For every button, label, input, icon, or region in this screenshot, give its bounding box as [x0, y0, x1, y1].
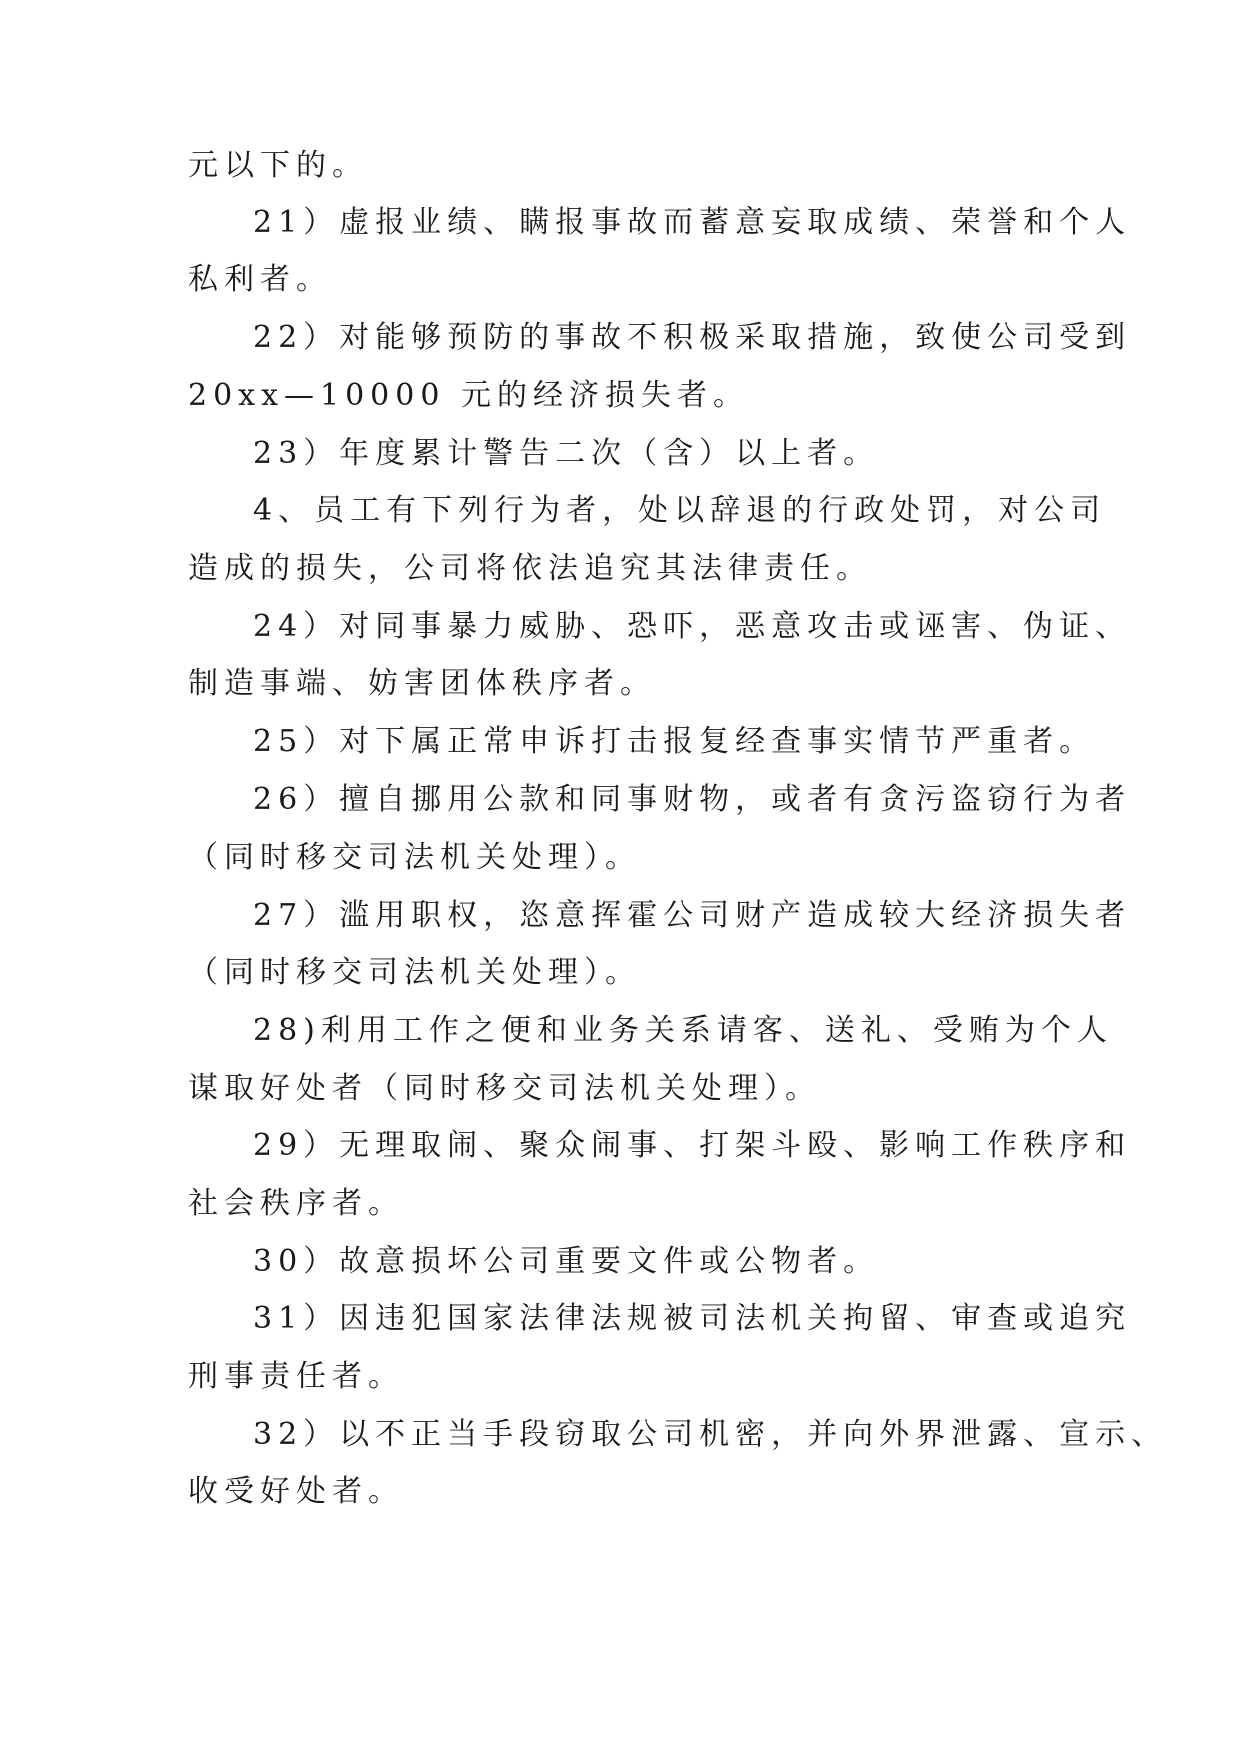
text-line: 21）虚报业绩、瞒报事故而蓄意妄取成绩、荣誉和个人 — [253, 205, 1132, 240]
text-line: 谋取好处者（同时移交司法机关处理）。 — [188, 1071, 821, 1106]
text-line: （同时移交司法机关处理）。 — [188, 840, 641, 875]
text-line: 23）年度累计警告二次（含）以上者。 — [253, 436, 880, 471]
text-line: 22）对能够预防的事故不积极采取措施，致使公司受到 — [253, 320, 1132, 355]
text-line: 20xx—10000 元的经济损失者。 — [188, 378, 749, 413]
text-line: 26）擅自挪用公款和同事财物，或者有贪污盗窃行为者 — [253, 782, 1132, 817]
text-line: 造成的损失，公司将依法追究其法律责任。 — [188, 551, 872, 586]
text-line: 收受好处者。 — [188, 1474, 404, 1509]
text-line: 29）无理取闹、聚众闹事、打架斗殴、影响工作秩序和 — [253, 1128, 1132, 1163]
text-line: 制造事端、妨害团体秩序者。 — [188, 666, 656, 701]
text-line: 私利者。 — [188, 262, 332, 297]
text-line: 28)利用工作之便和业务关系请客、送礼、受贿为个人 — [253, 1013, 1113, 1048]
text-line: 24）对同事暴力威胁、恐吓，恶意攻击或诬害、伪证、 — [253, 609, 1132, 644]
text-line: 30）故意损坏公司重要文件或公物者。 — [253, 1244, 880, 1279]
text-line: 25）对下属正常申诉打击报复经查事实情节严重者。 — [253, 724, 1096, 759]
text-line: 元以下的。 — [188, 148, 368, 183]
text-line: 社会秩序者。 — [188, 1186, 404, 1221]
text-line: 32）以不正当手段窃取公司机密，并向外界泄露、宣示、 — [253, 1417, 1168, 1452]
text-line: 4、员工有下列行为者，处以辞退的行政处罚，对公司 — [253, 493, 1107, 528]
text-line: 31）因违犯国家法律法规被司法机关拘留、审查或追究 — [253, 1301, 1132, 1336]
text-line: 27）滥用职权，恣意挥霍公司财产造成较大经济损失者 — [253, 898, 1132, 933]
text-line: （同时移交司法机关处理）。 — [188, 955, 641, 990]
text-line: 刑事责任者。 — [188, 1359, 404, 1394]
